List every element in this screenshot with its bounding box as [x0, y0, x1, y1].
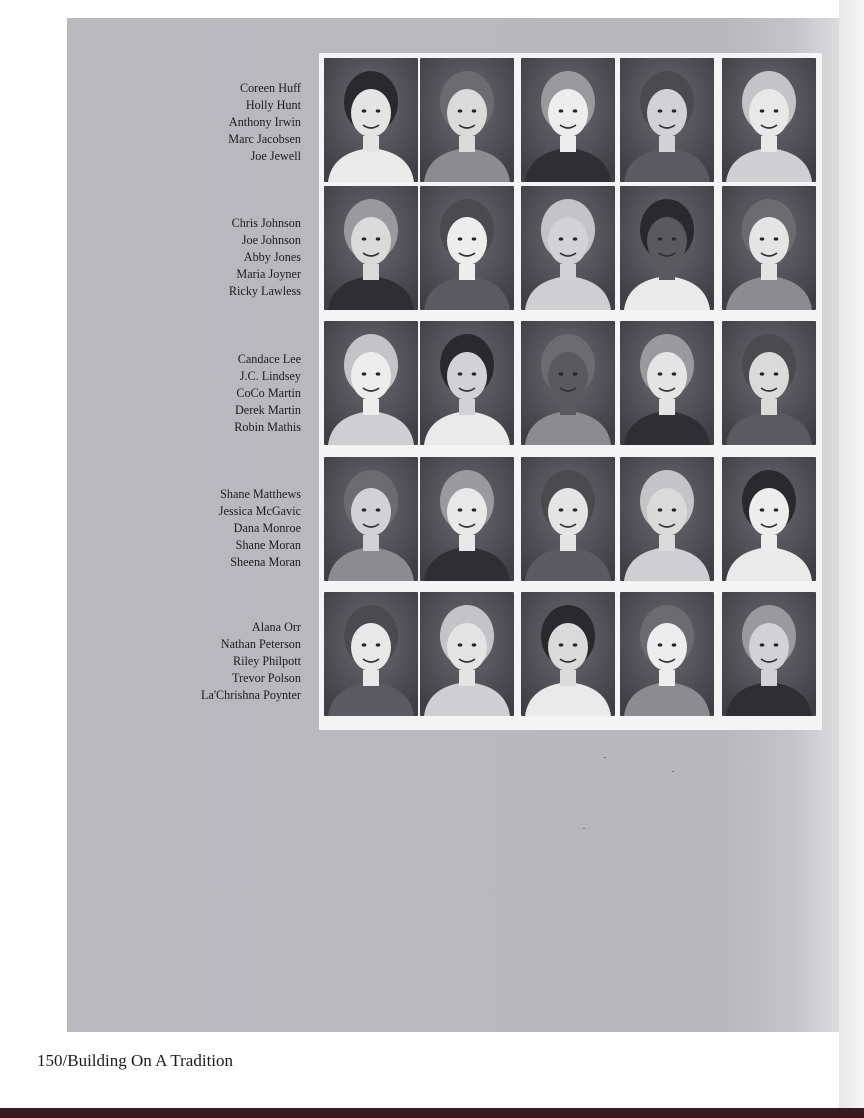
- section-title: Building On A Tradition: [67, 1051, 234, 1070]
- student-name: Shane Moran: [235, 538, 301, 552]
- print-speck: [604, 757, 606, 758]
- portrait-grid: [319, 53, 822, 730]
- student-portrait: [324, 321, 418, 445]
- student-name: Robin Mathis: [234, 420, 301, 434]
- student-name: Candace Lee: [237, 352, 301, 366]
- student-name: J.C. Lindsey: [239, 369, 301, 383]
- student-name: Ricky Lawless: [228, 284, 301, 298]
- student-name: Sheena Moran: [230, 555, 301, 569]
- name-list-row-3: [140, 351, 301, 436]
- student-portrait: [620, 457, 714, 581]
- student-portrait: [324, 186, 418, 310]
- student-portrait: [521, 457, 615, 581]
- student-name: La'Chrishna Poynter: [200, 688, 301, 702]
- student-portrait: [722, 321, 816, 445]
- student-name: Nathan Peterson: [220, 637, 301, 651]
- student-name: Coreen Huff: [239, 81, 301, 95]
- student-name: Dana Monroe: [233, 521, 301, 535]
- footer-separator: /: [62, 1051, 68, 1070]
- student-name: Joe Jewell: [250, 149, 301, 163]
- student-name: Marc Jacobsen: [228, 132, 301, 146]
- student-portrait: [722, 186, 816, 310]
- name-list-row-4: [140, 486, 301, 571]
- student-portrait: [722, 457, 816, 581]
- student-portrait: [620, 186, 714, 310]
- name-list-row-1: [140, 80, 301, 165]
- student-portrait: [521, 58, 615, 182]
- student-portrait: [324, 457, 418, 581]
- student-portrait: [521, 592, 615, 716]
- student-name: Anthony Irwin: [228, 115, 301, 129]
- student-name: Riley Philpott: [232, 654, 301, 668]
- student-name: Chris Johnson: [231, 216, 301, 230]
- student-portrait: [420, 321, 514, 445]
- student-portrait: [420, 186, 514, 310]
- student-name: Maria Joyner: [236, 267, 301, 281]
- student-name: Alana Orr: [251, 620, 301, 634]
- binding-edge: [0, 1108, 864, 1118]
- student-name: Trevor Polson: [232, 671, 301, 685]
- student-name: Joe Johnson: [241, 233, 301, 247]
- name-list-row-2: [140, 215, 301, 300]
- student-portrait: [620, 58, 714, 182]
- name-list-row-5: [140, 619, 301, 704]
- student-portrait: [521, 186, 615, 310]
- page-footer: [37, 1051, 233, 1071]
- student-name: Derek Martin: [235, 403, 301, 417]
- student-portrait: [722, 58, 816, 182]
- student-portrait: [324, 592, 418, 716]
- student-portrait: [420, 592, 514, 716]
- student-name: Jessica McGavic: [218, 504, 301, 518]
- student-name: Holly Hunt: [245, 98, 301, 112]
- student-portrait: [420, 457, 514, 581]
- page-edge: [839, 0, 864, 1110]
- student-name: Shane Matthews: [220, 487, 301, 501]
- student-portrait: [521, 321, 615, 445]
- student-portrait: [722, 592, 816, 716]
- print-speck: [672, 771, 674, 772]
- student-name: Abby Jones: [243, 250, 301, 264]
- student-portrait: [420, 58, 514, 182]
- student-name: CoCo Martin: [236, 386, 301, 400]
- page-number: 150: [37, 1051, 63, 1070]
- student-portrait: [620, 321, 714, 445]
- student-portrait: [620, 592, 714, 716]
- print-speck: [583, 828, 585, 829]
- student-portrait: [324, 58, 418, 182]
